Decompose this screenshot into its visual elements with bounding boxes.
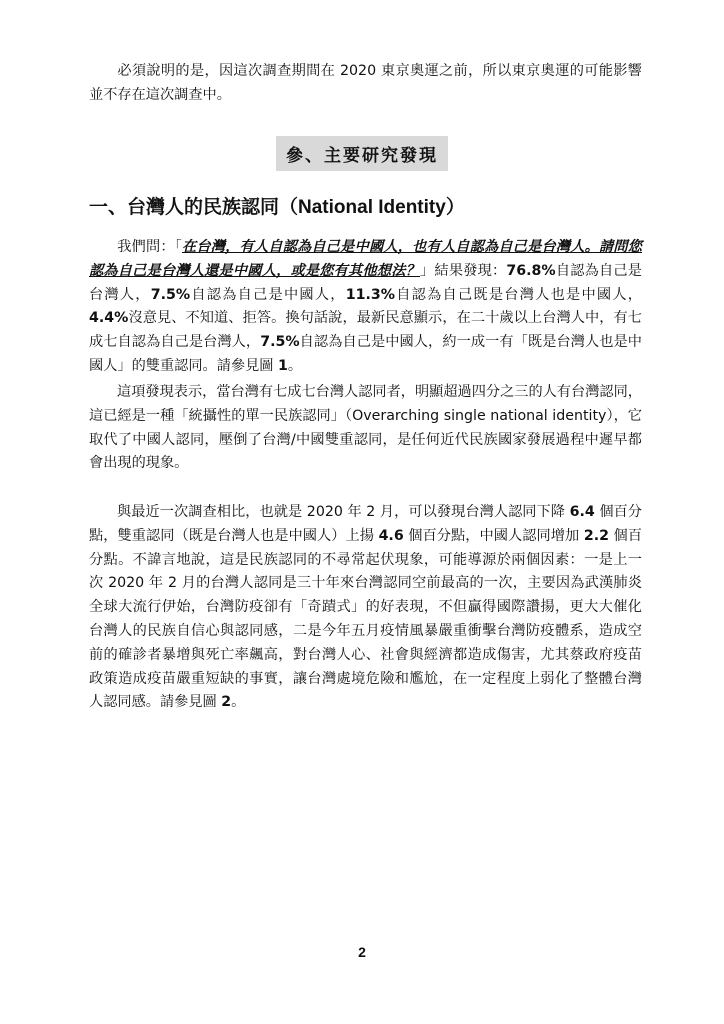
subheading-prefix: 一、台灣人的民族認同（ — [89, 196, 299, 218]
p2-end: 。 — [287, 357, 303, 374]
p4-t2: 個百分點，雙重認同（既是台灣人也是中國人）上揚 — [89, 504, 642, 544]
p2-t2: 自認為自己是中國人， — [190, 286, 346, 303]
figure-ref-1: 1 — [277, 357, 288, 374]
section-title-wrap — [0, 136, 724, 171]
section-title: 參、主要研究發現 — [276, 136, 448, 171]
p2-t4: 沒意見、不知道、拒答。換句話說，最新民意顯示，在二十歲以上台灣人中，有七成七自認為自己是台灣人， — [89, 310, 642, 351]
survey-result-paragraph — [89, 236, 642, 379]
stat-dual: 11.3% — [345, 286, 395, 303]
p4-t4: 個百分點。不諱言地說，這是民族認同的不尋常起伏現象，可能導源於兩個因素：一是上一次 2020 年 2 月的台灣人認同是三十年來台灣認同空前最高的一次，主要因為武漢肺炎全球大流行伊始，台灣防疫卻有「奇蹟式」的好表現，不但贏得國際讚揚，更大大催化台灣人的民族自信心與認同感，二是今年五月疫情風暴嚴重衝擊台灣防疫體系，造成空前的確診者暴增與死亡率飆高，對台灣人心、社會與經濟都造成傷害，尤其蔡政府疫苗政策造成疫苗嚴重短缺的事實，讓台灣處境危險和尷尬，在一定程度上弱化了整體台灣人認同感。請參見圖 — [89, 527, 642, 711]
page-number: 2 — [358, 944, 366, 960]
stat-no-opinion: 4.4% — [89, 310, 129, 327]
p2-lead: 我們問：「 — [117, 239, 182, 255]
p2-t3: 自認為自己既是台灣人也是中國人， — [394, 286, 642, 303]
change-chinese: 2.2 — [583, 527, 609, 544]
subheading-latin: National Identity — [298, 197, 446, 218]
change-taiwanese: 6.4 — [569, 504, 595, 520]
p3-text: 這項發現表示，當台灣有七成七台灣人認同者，明顯超過四分之三的人有台灣認同，這已經是一種「統攝性的單一民族認同」（Overarching single national identity），它取代了中國人認同，壓倒了台灣/中國雙重認同，是任何近代民族國家發展過程中遲早都會出現的現象。 — [89, 384, 642, 472]
comparison-paragraph — [89, 501, 642, 715]
intro-paragraph — [89, 60, 642, 108]
subheading — [89, 192, 465, 219]
figure-ref-2: 2 — [221, 694, 232, 711]
change-dual: 4.6 — [378, 527, 404, 544]
interpretation-paragraph — [89, 381, 642, 476]
p4-t3: 個百分點，中國人認同增加 — [403, 527, 584, 544]
p2-t1: 自認為自己是台灣人， — [89, 262, 642, 303]
intro-text: 必須說明的是，因這次調查期間在 2020 東京奧運之前，所以東京奧運的可能影響並不存在這次調查中。 — [89, 63, 642, 103]
stat-taiwanese: 76.8% — [506, 262, 556, 279]
stat-chinese: 7.5% — [150, 286, 191, 303]
p4-end: 。 — [231, 694, 246, 711]
subheading-suffix: ） — [445, 196, 465, 218]
p4-t1: 與最近一次調查相比，也就是 2020 年 2 月，可以發現台灣人認同下降 — [117, 504, 570, 520]
p2-mid: 」結果發現： — [420, 262, 507, 279]
stat-chinese-2: 7.5% — [260, 334, 300, 351]
p2-t5: 自認為自己是中國人，約一成一有「既是台灣人也是中國人」的雙重認同。請參見圖 — [89, 334, 642, 374]
survey-question: 在台灣，有人自認為自己是中國人，也有人自認為自己是台灣人。請問您認為自己是台灣人還是中國人，或是您有其他想法？ — [89, 239, 642, 279]
